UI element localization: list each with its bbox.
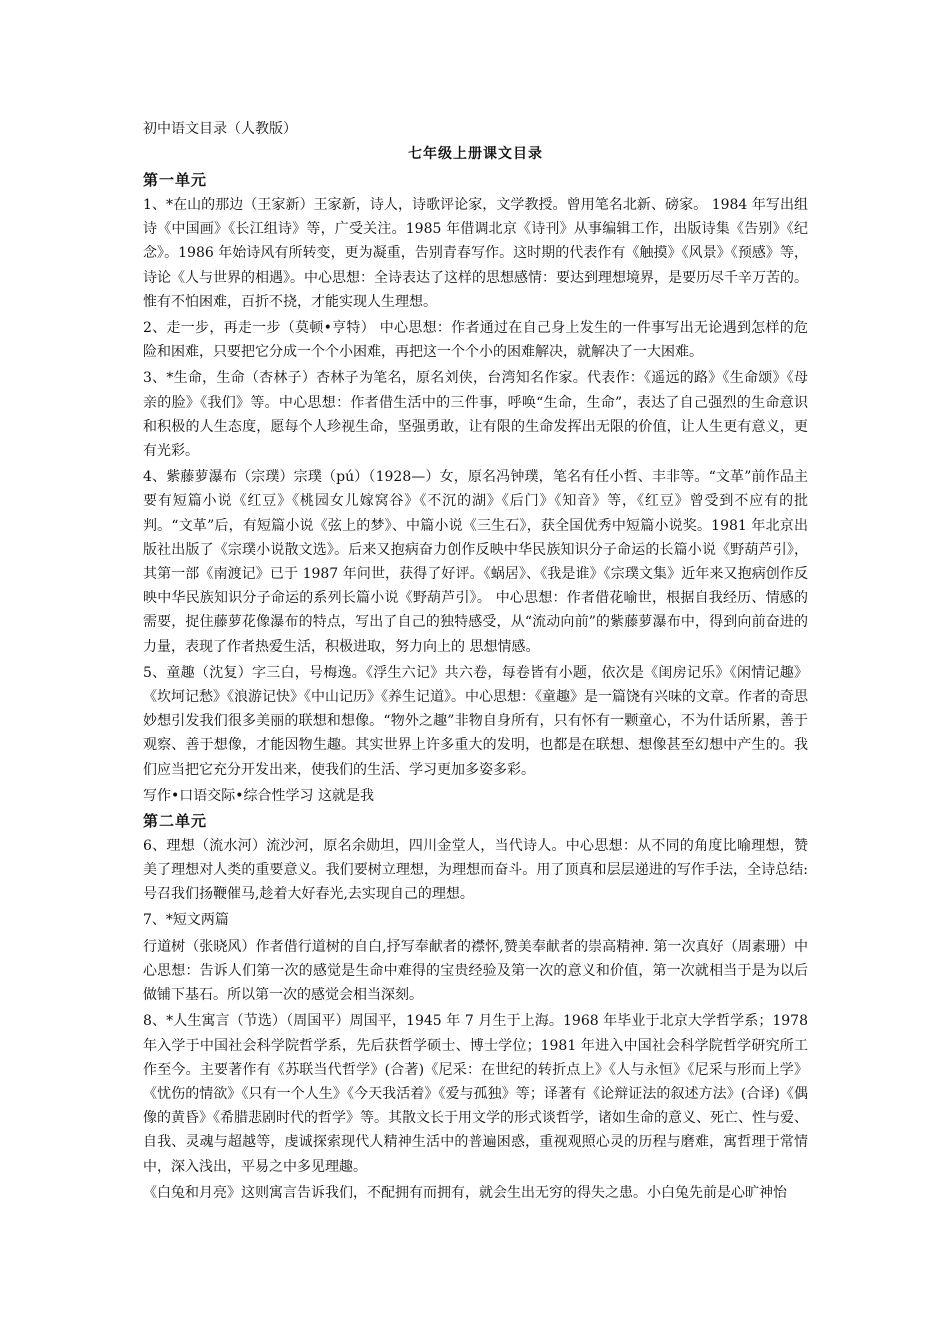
lesson-6: 6、理想（流水河）流沙河，原名余勋坦，四川金堂人，当代诗人。中心思想：从不同的角度比喻理想，赞美了理想对人类的重要意义。我们要树立理想，为理想而奋斗。用了顶真和层层递进的写作手法，全诗总结:号召我们扬鞭催马,趁着大好春光,去实现自己的理想。 bbox=[143, 837, 808, 903]
grade-title: 七年级上册课文目录 bbox=[408, 146, 543, 162]
lesson-2: 2、走一步，再走一步（莫顿•亨特） 中心思想：作者通过在自己身上发生的一件事写出无论遇到怎样的危险和困难，只要把它分成一个个小困难，再把这一个个小的困难解决，就解决了一大困难。 bbox=[143, 320, 808, 361]
unit1-writing: 写作•口语交际•综合性学习 这就是我 bbox=[143, 787, 374, 804]
unit1-heading: 第一单元 bbox=[143, 171, 208, 189]
lesson-1: 1、*在山的那边（王家新）王家新，诗人，诗歌评论家，文学教授。曾用笔名北新、磅家。 1984 年写出组诗《中国画》《长江组诗》等，广受关注。1985 年借调北京《诗刊》从事编辑工作，出版诗集《告别》《纪念》。1986 年始诗风有所转变，更为凝重，告别青春写作。这时期的代表作有《触摸》《风景》《预感》等，诗论《人与世界的相遇》。中心思想：全诗表达了这样的思想感情：要达到理想境界，是要历尽千辛万苦的。惟有不怕困难，百折不挠，才能实现人生理想。 bbox=[143, 197, 808, 310]
unit2-heading: 第二单元 bbox=[143, 811, 208, 830]
lesson-3: 3、*生命，生命（杏林子）杏林子为笔名，原名刘侠，台湾知名作家。代表作：《遥远的路》《生命颂》《母亲的脸》《我们》等。中心思想：作者借生活中的三件事，呼唤“生命，生命”，表达了自己强烈的生命意识和积极的人生态度，愿每个人珍视生命，坚强勇敢，让有限的生命发挥出无限的价值，让人生更有意义，更有光彩。 bbox=[143, 370, 808, 460]
lesson-8: 8、*人生寓言（节选）（周国平）周国平，1945 年 7 月生于上海。1968 年毕业于北京大学哲学系；1978 年入学于中国社会科学院哲学系，先后获哲学硕士、博士学位；1981 年进入中国社会科学院哲学研究所工作至今。主要著作有《苏联当代哲学》(合著)《尼采：在世纪的转折点上》《人与永恒》《尼采与形而上学》《忧伤的情欲》《只有一个人生》《今天我活着》《爱与孤独》等；译著有《论辩证法的叙述方法》(合译)《偶像的黄昏》《希腊悲剧时代的哲学》等。其散文长于用文学的形式谈哲学，诸如生命的意义、死亡、性与爱、自我、灵魂与超越等，虔诚探索现代人精神生活中的普遍困惑，重视观照心灵的历程与磨难，寓哲理于常情中，深入浅出，平易之中多见理趣。 bbox=[143, 1013, 808, 1175]
lesson-7-detail: 行道树（张晓风）作者借行道树的自白,抒写奉献者的襟怀,赞美奉献者的崇高精神. 第一次真好（周素珊）中心思想：告诉人们第一次的感觉是生命中难得的宝贵经验及第一次的意义和价值，第一次就相当于是为以后做铺下基石。所以第一次的感觉会相当深刻。 bbox=[143, 938, 808, 1004]
document-content bbox=[143, 117, 808, 1207]
lesson-8-fable: 《白兔和月亮》这则寓言告诉我们，不配拥有而拥有，就会生出无穷的得失之患。小白兔先前是心旷神怡 bbox=[143, 1184, 787, 1201]
lesson-5: 5、童趣（沈复）字三白，号梅逸。《浮生六记》共六卷，每卷皆有小题，依次是《闺房记乐》《闲情记趣》《坎坷记愁》《浪游记快》《中山记历》《养生记道》。中心思想：《童趣》是一篇饶有兴味的文章。作者的奇思妙想引发我们很多美丽的联想和想像。“物外之趣”非物自身所有，只有怀有一颗童心，不为什话所累，善于观察、善于想像，才能因物生趣。其实世界上许多重大的发明，也都是在联想、想像甚至幻想中产生的。我们应当把它充分开发出来，使我们的生活、学习更加多姿多彩。 bbox=[143, 664, 808, 778]
lesson-7: 7、*短文两篇 bbox=[143, 912, 229, 929]
document-title: 初中语文目录（人教版） bbox=[143, 121, 297, 137]
lesson-4: 4、紫藤萝瀑布（宗璞）宗璞（pú）（1928—）女，原名冯钟璞，笔名有任小哲、丰非等。“文革”前作品主要有短篇小说《红豆》《桃园女儿嫁窝谷》《不沉的湖》《后门》《知音》等，《红豆》曾受到不应有的批判。“文革”后，有短篇小说《弦上的梦》、中篇小说《三生石》，获全国优秀中短篇小说奖。1981 年北京出版社出版了《宗璞小说散文选》。后来又抱病奋力创作反映中华民族知识分子命运的长篇小说《野葫芦引》，其第一部《南渡记》已于 1987 年问世，获得了好评。《蜗居》、《我是谁》《宗璞文集》近年来又抱病创作反映中华民族知识分子命运的系列长篇小说《野葫芦引》。 中心思想：作者借花喻世，根据自我经历、情感的需要，捉住藤萝花像瀑布的特点，写出了自己的独特感受，从“流动向前”的紫藤萝瀑布中，得到向前奋进的力量，表现了作者热爱生活，积极进取，努力向上的 思想情感。 bbox=[143, 469, 808, 655]
